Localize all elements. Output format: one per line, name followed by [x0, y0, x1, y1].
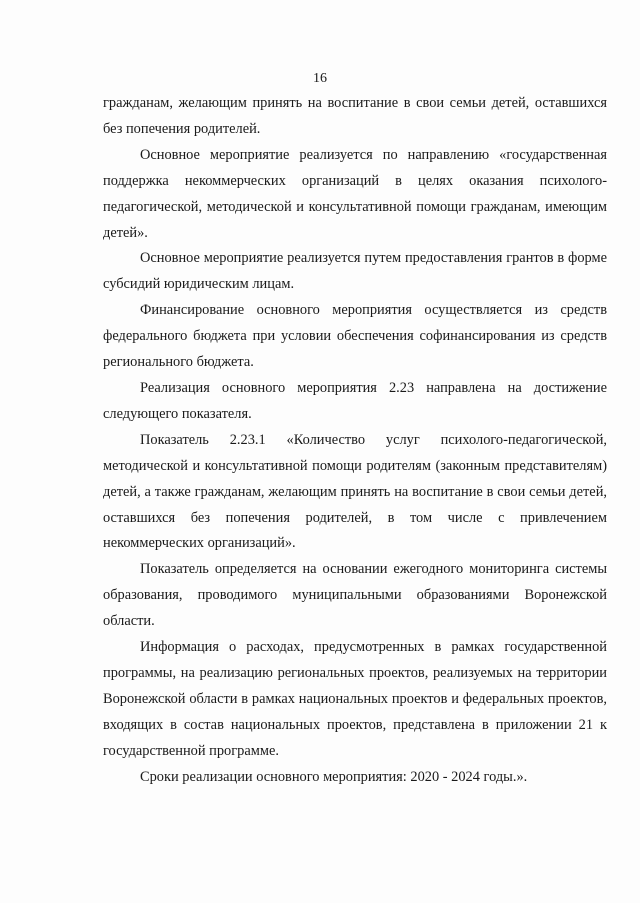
paragraph-grants: Основное мероприятие реализуется путем предоставления грантов в форме субсидий юридическим лицам.: [103, 250, 607, 293]
paragraph-indicator: Показатель 2.23.1 «Количество услуг психолого-педагогической, методической и консультативной помощи родителям (законным представителям) детей, а также гражданам, желающим принять на воспитание в свои семьи детей, оставшихся без попечения родителей, в том числе с привлечением некоммерческих организаций».: [103, 431, 607, 552]
paragraph-continuation: гражданам, желающим принять на воспитание в свои семьи детей, оставшихся без попечения родителей.: [103, 95, 607, 137]
paragraph-direction: Основное мероприятие реализуется по направлению «государственная поддержка некоммерческих организаций в целях оказания психолого-педагогической, методической и консультативной помощи гражданам, имеющим детей».: [103, 146, 607, 241]
paragraph-monitoring: Показатель определяется на основании ежегодного мониторинга системы образования, проводимого муниципальными образованиями Воронежской области.: [103, 561, 607, 630]
paragraph-timeline: Сроки реализации основного мероприятия: 2020 - 2024 годы.».: [140, 768, 528, 785]
paragraph-expenses: Информация о расходах, предусмотренных в рамках государственной программы, на реализацию региональных проектов, реализуемых на территории Воронежской области в рамках национальных проектов и федеральных проектов, входящих в состав национальных проектов, представлена в приложении 21 к государственной программе.: [103, 639, 607, 759]
paragraph-financing: Финансирование основного мероприятия осуществляется из средств федерального бюджета при условии обеспечения софинансирования из средств регионального бюджета.: [103, 302, 607, 371]
body-text: [103, 91, 607, 790]
paragraph-implementation: Реализация основного мероприятия 2.23 направлена на достижение следующего показателя.: [103, 379, 607, 422]
page-number: 16: [313, 71, 327, 86]
